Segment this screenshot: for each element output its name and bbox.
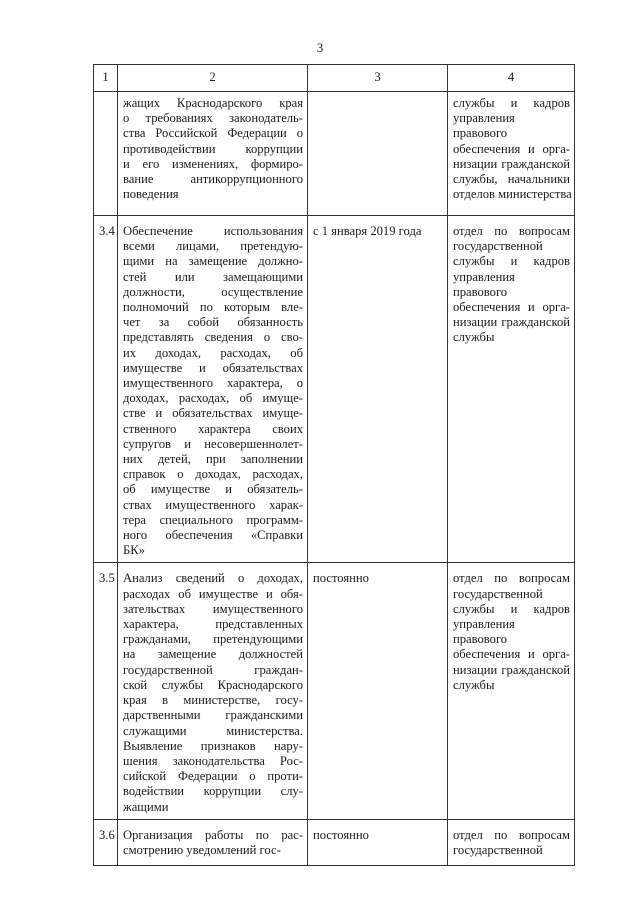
item-number: 3.4 [94,216,118,563]
description-line: справок о доходах, расходах, [123,467,303,482]
description-line: полномочий по которым вле- [123,300,303,315]
description-line: водействии коррупции слу- [123,784,303,799]
measure-description [118,563,308,819]
responsible-party [448,819,575,865]
table-header-row [94,65,575,92]
description-line: государственной граждан- [123,662,303,677]
description-line: Анализ сведений о доходах, [123,571,303,586]
responsible-line: низации гражданской [453,662,570,677]
responsible-party [448,216,575,563]
page-number: 3 [316,40,324,55]
responsible-line: отдел по вопросам [453,827,570,842]
description-line: расходах об имуществе и обя- [123,586,303,601]
description-line: смотрению уведомлений гос- [123,842,281,857]
responsible-line: управления правового [453,269,515,299]
column-header: 3 [308,65,448,92]
description-line: щими на замещение должно- [123,254,303,269]
description-line: поведения [123,187,179,202]
description-line: дарственными гражданскими [123,708,303,723]
description-line: Организация работы по рас- [123,827,303,842]
description-line: характера, представленных [123,617,303,632]
description-line: них детей, при заполнении [123,452,303,467]
responsible-line: государственной [453,842,543,857]
description-line: Обеспечение использования [123,224,303,238]
measure-description [118,92,308,216]
description-line: об имуществе и обязатель- [123,482,303,497]
description-line: края в министерстве, госу- [123,693,303,708]
table-row [94,216,575,563]
responsible-line: отдел по вопросам [453,224,570,238]
description-line: сийской Федерации о проти- [123,769,303,784]
responsible-line: службы и кадров [453,254,570,269]
description-line: зательствах имущественного [123,601,303,616]
responsible-line: государственной [453,239,543,254]
item-number: 3.6 [94,819,118,865]
responsible-line: обеспечения и орга- [453,141,570,156]
responsible-line: службы и кадров [453,601,570,616]
description-line: имуществе и обязательствах [123,360,303,375]
description-line: должности, осуществление [123,284,303,299]
description-line: гражданами, претендующими [123,632,303,647]
responsible-line: обеспечения и орга- [453,647,570,662]
description-line: доходах, расходах, об имуще- [123,391,303,406]
description-line: жащими [123,799,169,814]
description-line: стве и обязательствах имуще- [123,406,303,421]
responsible-line: отделов министерства [453,187,572,202]
description-line: ствах имущественного харак- [123,497,303,512]
description-line: о требованиях законодатель- [123,111,303,126]
description-line: и его изменениях, формиро- [123,156,303,171]
column-header: 1 [94,65,118,92]
description-line: служащими министерства. [123,723,303,738]
description-line: противодействии коррупции [123,141,303,156]
responsible-line: государственной [453,586,543,601]
responsible-line: отдел по вопросам [453,571,570,586]
description-line: Выявление признаков нару- [123,738,303,753]
description-line: на замещение должностей [123,647,303,662]
description-line: их доходах, расходах, об [123,345,303,360]
description-line: тера специального программ- [123,512,303,527]
description-line: шения законодательства Рос- [123,753,303,768]
description-line: ства Российской Федерации о [123,126,303,141]
description-line: ного обеспечения «Справки [123,528,303,543]
description-line: ской службы Краснодарского [123,677,303,692]
measures-table [93,64,575,866]
description-line: всеми лицами, претендую- [123,239,303,254]
measure-description [118,216,308,563]
execution-term [308,92,448,216]
column-header: 4 [448,65,575,92]
description-line: ственного характера своих [123,421,303,436]
column-header: 2 [118,65,308,92]
measure-description [118,819,308,865]
responsible-party [448,92,575,216]
responsible-line: службы [453,677,495,692]
description-line: представлять сведения о сво- [123,330,303,345]
responsible-line: управления правового [453,617,515,647]
execution-term: постоянно [308,563,448,819]
responsible-line: низации гражданской [453,315,570,330]
description-line: жащих Краснодарского края [123,96,303,110]
item-number [94,92,118,216]
responsible-line: службы и кадров [453,96,570,110]
table-row [94,92,575,216]
responsible-line: службы [453,330,495,345]
responsible-party [448,563,575,819]
responsible-line: обеспечения и орга- [453,300,570,315]
description-line: стей или замещающими [123,269,303,284]
description-line: имущественного характера, о [123,376,303,391]
description-line: чет за собой обязанность [123,315,303,330]
description-line: вание антикоррупционного [123,172,303,187]
execution-term: с 1 января 2019 года [308,216,448,563]
item-number: 3.5 [94,563,118,819]
table-row [94,563,575,819]
description-line: БК» [123,543,145,558]
responsible-line: управления правового [453,111,515,141]
execution-term: постоянно [308,819,448,865]
table-row [94,819,575,865]
responsible-line: службы, начальники [453,172,570,187]
description-line: супругов и несовершеннолет- [123,436,303,451]
responsible-line: низации гражданской [453,156,570,171]
